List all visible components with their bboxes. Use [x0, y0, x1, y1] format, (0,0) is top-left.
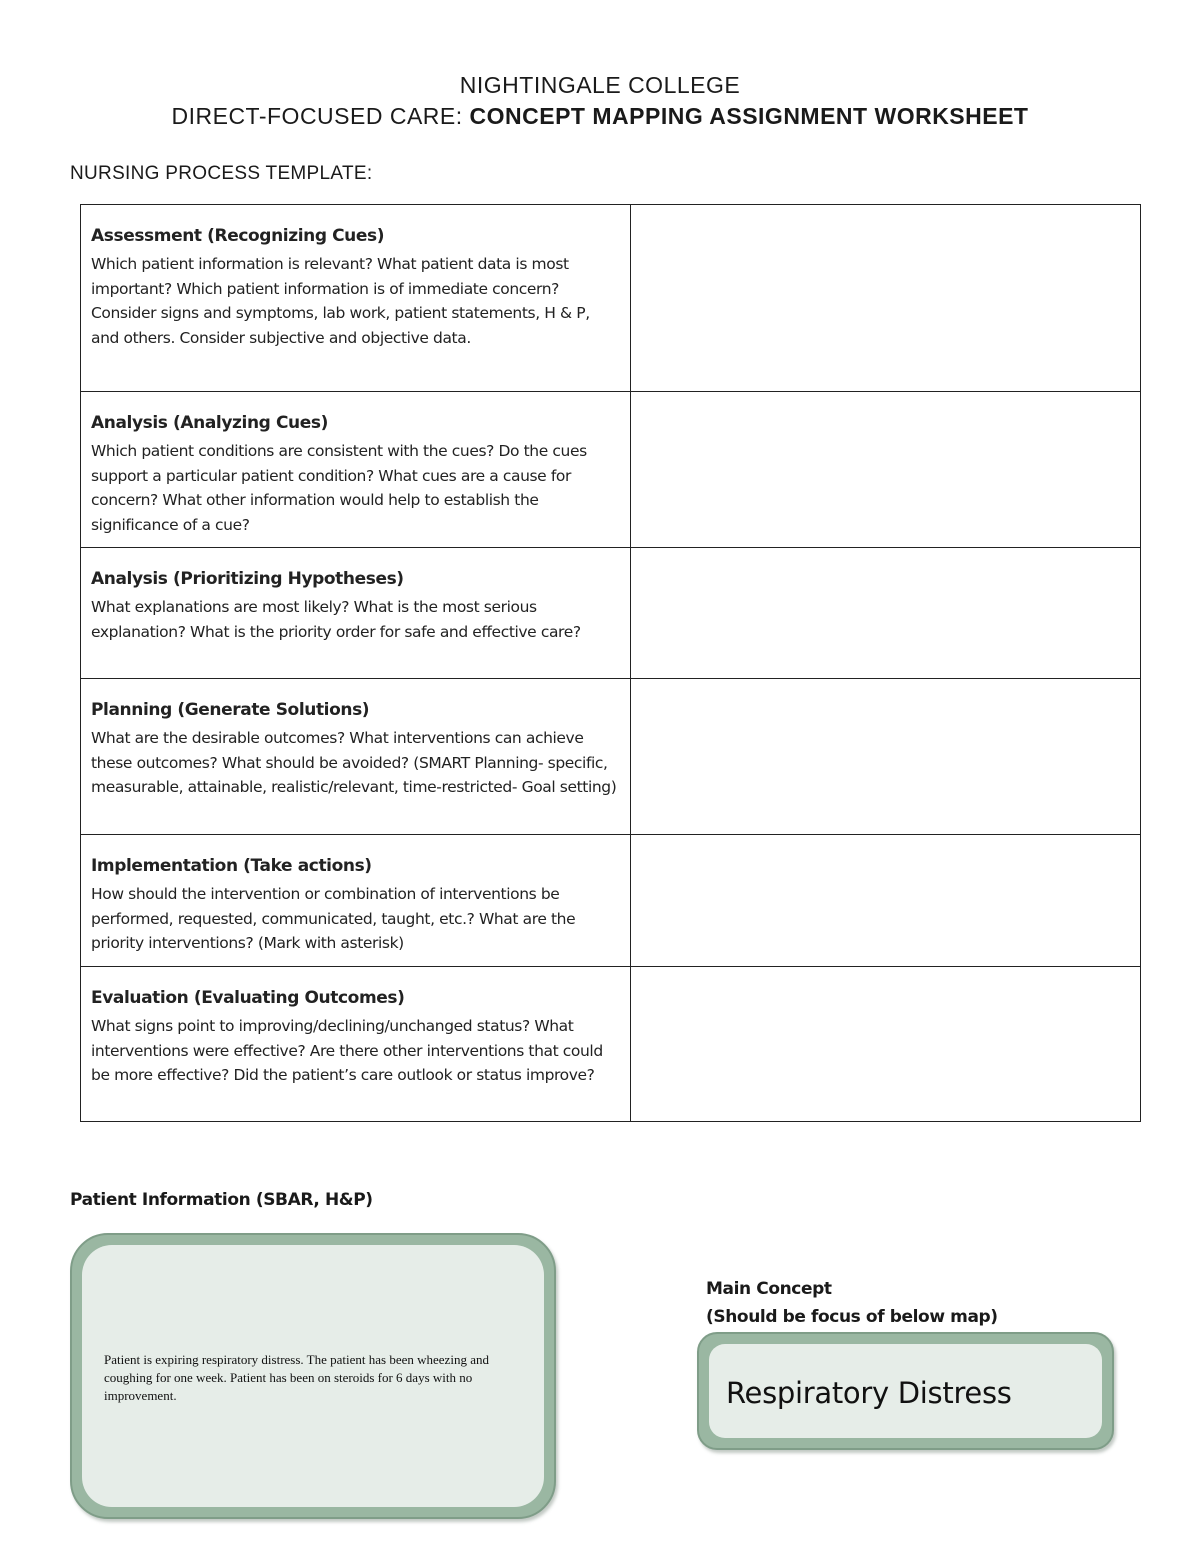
- step-label-cell: [81, 392, 631, 548]
- step-label-cell: [81, 835, 631, 967]
- step-title: Analysis (Prioritizing Hypotheses): [91, 569, 404, 589]
- step-label-cell: [81, 967, 631, 1122]
- patient-info-label: Patient Information (SBAR, H&P): [70, 1190, 373, 1210]
- main-concept-label-line2: (Should be focus of below map): [706, 1307, 998, 1327]
- step-response-cell[interactable]: [631, 679, 1141, 835]
- step-description: What are the desirable outcomes? What interventions can achieve these outcomes? What should be avoided? (SMART Planning- specific, measurable, attainable, realistic/relevant, time-restricted- Goal setting): [91, 729, 617, 796]
- main-concept-box-inner[interactable]: [709, 1344, 1102, 1438]
- document-header: [0, 70, 1200, 131]
- table-row: [81, 392, 1141, 548]
- step-title: Analysis (Analyzing Cues): [91, 413, 328, 433]
- worksheet-title: [0, 101, 1200, 131]
- step-response-cell[interactable]: [631, 205, 1141, 392]
- step-response-cell[interactable]: [631, 392, 1141, 548]
- template-label: NURSING PROCESS TEMPLATE:: [70, 163, 373, 184]
- table-row: [81, 205, 1141, 392]
- table-row: [81, 679, 1141, 835]
- step-description: What explanations are most likely? What is the most serious explanation? What is the priority order for safe and effective care?: [91, 598, 581, 641]
- college-name: NIGHTINGALE COLLEGE: [459, 72, 741, 98]
- step-title: Planning (Generate Solutions): [91, 700, 370, 720]
- step-title: Evaluation (Evaluating Outcomes): [91, 988, 405, 1008]
- main-concept-box: [697, 1332, 1114, 1450]
- patient-info-text: Patient is expiring respiratory distress. The patient has been wheezing and coughing for one week. Patient has been on steroids for 6 days with no improvement.: [104, 1352, 489, 1403]
- step-description: Which patient information is relevant? What patient data is most important? Which patient information is of immediate concern? Consider signs and symptoms, lab work, patient statements, H & P, and others. Consider subjective and objective data.: [91, 255, 590, 347]
- main-concept-value: Respiratory Distress: [726, 1376, 1012, 1410]
- step-description: How should the intervention or combination of interventions be performed, requested, communicated, taught, etc.? What are the priority interventions? (Mark with asterisk): [91, 885, 576, 952]
- patient-info-box-inner[interactable]: [82, 1245, 544, 1507]
- step-response-cell[interactable]: [631, 835, 1141, 967]
- step-response-cell[interactable]: [631, 548, 1141, 679]
- step-title: Assessment (Recognizing Cues): [91, 226, 385, 246]
- main-concept-label-line1: Main Concept: [706, 1279, 832, 1299]
- table-row: [81, 835, 1141, 967]
- worksheet-title-prefix: DIRECT-FOCUSED CARE:: [171, 103, 470, 129]
- step-description: Which patient conditions are consistent with the cues? Do the cues support a particular patient condition? What cues are a cause for concern? What other information would help to establish the significance of a cue?: [91, 442, 587, 534]
- nursing-process-table: [80, 204, 1141, 1122]
- step-label-cell: [81, 205, 631, 392]
- step-response-cell[interactable]: [631, 967, 1141, 1122]
- step-description: What signs point to improving/declining/unchanged status? What interventions were effective? Are there other interventions that could be more effective? Did the patient’s care outlook or status improve?: [91, 1017, 603, 1084]
- table-row: [81, 548, 1141, 679]
- step-label-cell: [81, 548, 631, 679]
- worksheet-title-main: CONCEPT MAPPING ASSIGNMENT WORKSHEET: [469, 103, 1029, 129]
- table-row: [81, 967, 1141, 1122]
- patient-info-box: [70, 1233, 556, 1519]
- main-concept-label: [706, 1275, 998, 1331]
- step-title: Implementation (Take actions): [91, 856, 372, 876]
- step-label-cell: [81, 679, 631, 835]
